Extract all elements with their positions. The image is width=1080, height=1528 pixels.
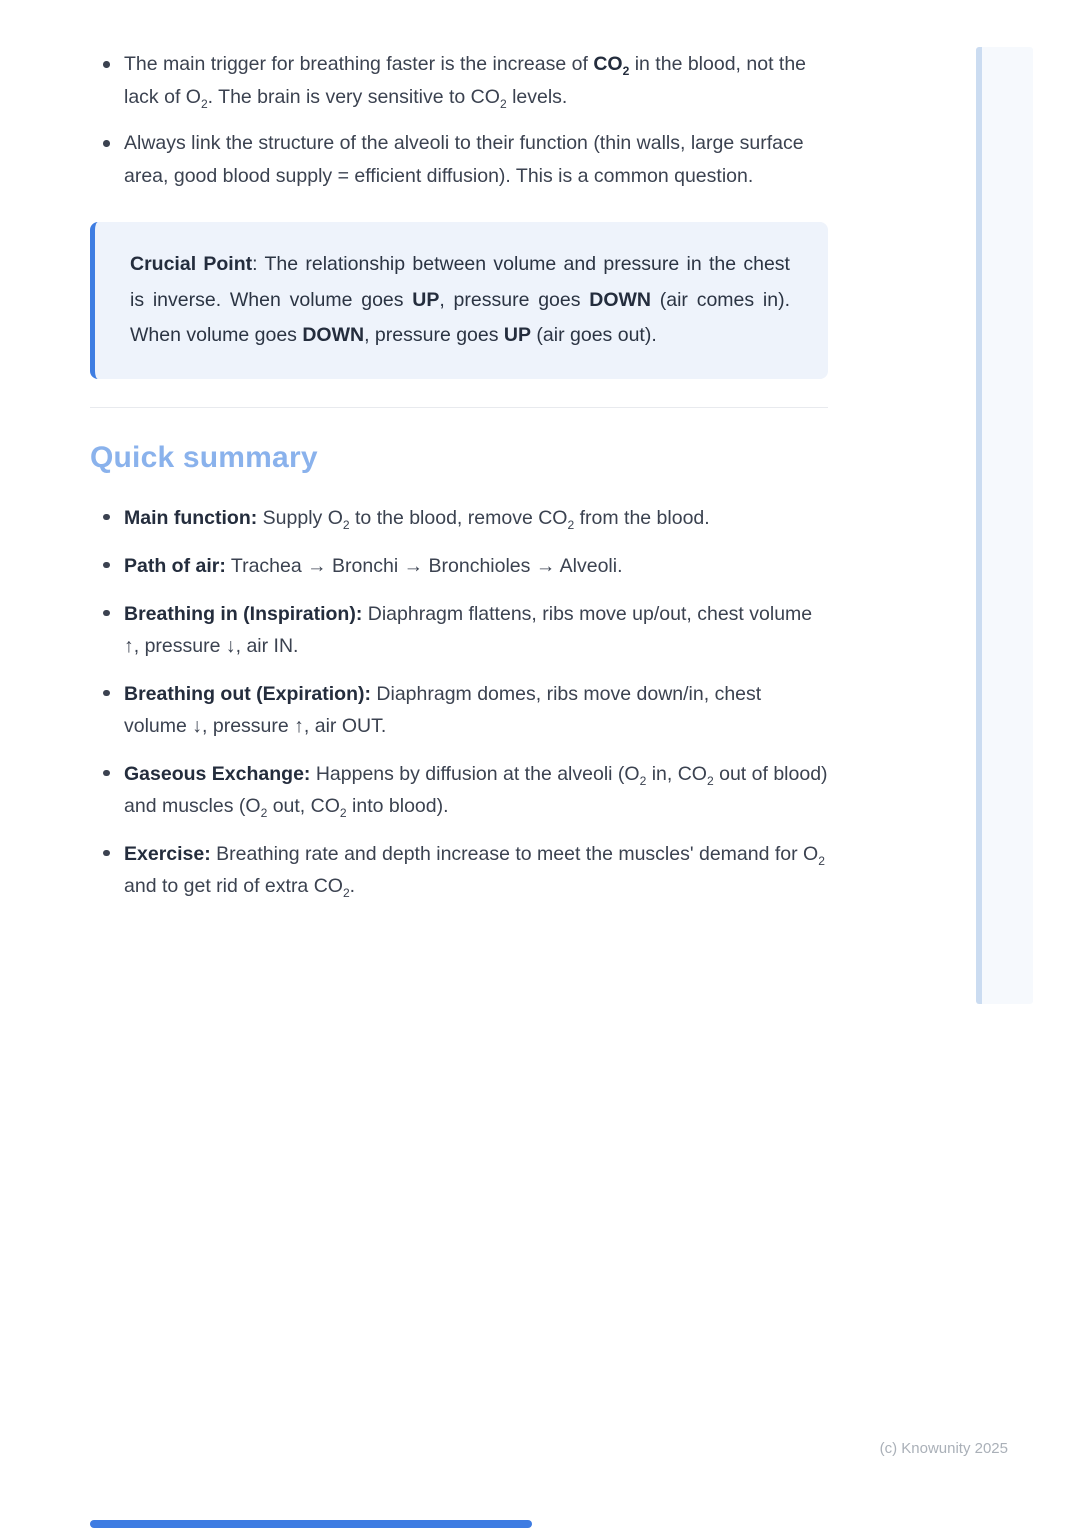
callout-text: Crucial Point: The relationship between volume and pressure in the chest is inverse. When volume goes UP, pressure goes DOWN (air comes in). When volume goes DOWN, pressure goes UP (air goes out).	[130, 253, 790, 346]
list-item: Path of air: Trachea → Bronchi → Bronchioles → Alveoli.	[90, 550, 828, 582]
section-heading-quick-summary: Quick summary	[90, 440, 318, 474]
list-item: The main trigger for breathing faster is the increase of $CO_2$ in the blood, not the lack of $O_2$. The brain is very sensitive to $CO_2$ levels.	[90, 48, 828, 113]
section-divider	[90, 407, 828, 408]
reading-progress-bar	[90, 1520, 532, 1528]
list-item: Breathing out (Expiration): Diaphragm domes, ribs move down/in, chest volume ↓, pressure ↑, air OUT.	[90, 678, 828, 742]
next-page-edge[interactable]	[976, 47, 1033, 1004]
exam-tips-list	[90, 48, 828, 192]
list-item: Exercise: Breathing rate and depth increase to meet the muscles' demand for $O_2$ and to get rid of extra $CO_2$.	[90, 838, 828, 902]
footer-copyright: (c) Knowunity 2025	[879, 1440, 1008, 1457]
document-content	[90, 0, 828, 902]
list-item: Gaseous Exchange: Happens by diffusion at the alveoli ($O_2$ in, $CO_2$ out of blood) and muscles ($O_2$ out, $CO_2$ into blood).	[90, 758, 828, 822]
crucial-point-callout	[90, 222, 828, 379]
list-item: Main function: Supply $O_2$ to the blood, remove $CO_2$ from the blood.	[90, 502, 828, 534]
list-item: Breathing in (Inspiration): Diaphragm flattens, ribs move up/out, chest volume ↑, pressure ↓, air IN.	[90, 598, 828, 662]
list-item: Always link the structure of the alveoli to their function (thin walls, large surface area, good blood supply = efficient diffusion). This is a common question.	[90, 127, 828, 192]
quick-summary-list	[90, 502, 828, 902]
